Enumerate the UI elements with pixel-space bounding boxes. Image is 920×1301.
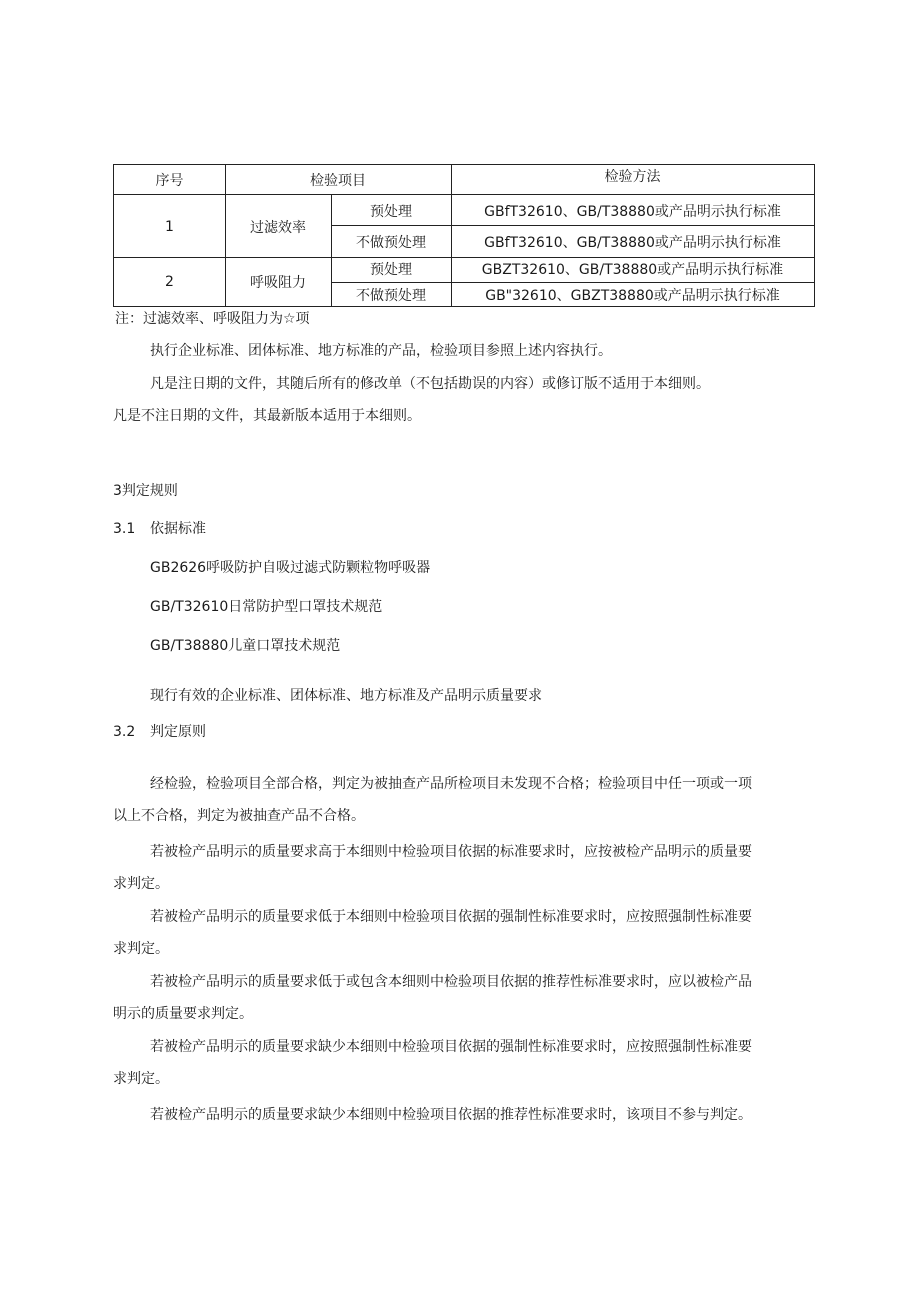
judgement-paragraph — [113, 1099, 816, 1131]
judgement-paragraph — [113, 768, 816, 832]
standard-gbt38880: GB/T38880儿童口罩技术规范 — [150, 638, 341, 654]
row2-sub2-method: GB"32610、GBZT38880或产品明示执行标准 — [485, 287, 780, 304]
row2-item: 呼吸阻力 — [250, 275, 306, 291]
judgement-paragraph — [113, 901, 816, 965]
row2-sub1-treatment: 预处理 — [370, 262, 412, 278]
para-undated-documents: 凡是不注日期的文件，其最新版本适用于本细则。 — [113, 408, 421, 424]
row1-seq: 1 — [165, 218, 174, 235]
paragraph-line: 若被检产品明示的质量要求缺少本细则中检验项目依据的推荐性标准要求时，该项目不参与判定。 — [150, 1107, 752, 1123]
paragraph-line: 若被检产品明示的质量要求低于本细则中检验项目依据的强制性标准要求时，应按照强制性标准要 — [150, 909, 752, 925]
row2-sub1-method: GBZT32610、GB/T38880或产品明示执行标准 — [481, 262, 784, 278]
paragraph-line: 求判定。 — [113, 876, 169, 892]
paragraph-line: 若被检产品明示的质量要求低于或包含本细则中检验项目依据的推荐性标准要求时，应以被检产品 — [150, 974, 752, 990]
standard-gbt32610: GB/T32610日常防护型口罩技术规范 — [150, 599, 383, 615]
judgement-paragraph — [113, 966, 816, 1030]
paragraph-line: 以上不合格，判定为被抽查产品不合格。 — [113, 808, 365, 824]
header-item: 检验项目 — [310, 173, 366, 189]
para-dated-documents: 凡是注日期的文件，其随后所有的修改单（不包括勘误的内容）或修订版不适用于本细则。 — [150, 376, 710, 392]
section-3-title: 3判定规则 — [113, 483, 178, 499]
paragraph-line: 经检验，检验项目全部合格，判定为被抽查产品所检项目未发现不合格；检验项目中任一项或一项 — [150, 776, 752, 792]
judgement-paragraph — [113, 836, 816, 900]
section-3-1-title: 依据标准 — [150, 521, 206, 537]
paragraph-line: 若被检产品明示的质量要求缺少本细则中检验项目依据的强制性标准要求时，应按照强制性标准要 — [150, 1039, 752, 1055]
header-method: 检验方法 — [604, 169, 661, 185]
paragraph-line: 若被检产品明示的质量要求高于本细则中检验项目依据的标准要求时，应按被检产品明示的质量要 — [150, 844, 752, 860]
para-company-standards: 执行企业标准、团体标准、地方标准的产品，检验项目参照上述内容执行。 — [150, 343, 612, 359]
paragraph-line: 求判定。 — [113, 941, 169, 957]
row2-sub2-treatment: 不做预处理 — [356, 287, 426, 304]
standard-extra: 现行有效的企业标准、团体标准、地方标准及产品明示质量要求 — [150, 688, 542, 704]
judgement-paragraph — [113, 1031, 816, 1095]
row1-sub1-treatment: 预处理 — [370, 203, 412, 220]
row2-seq: 2 — [165, 274, 174, 290]
inspection-table — [113, 164, 815, 307]
standard-gb2626: GB2626呼吸防护自吸过滤式防颗粒物呼吸器 — [150, 560, 431, 576]
paragraph-line: 求判定。 — [113, 1071, 169, 1087]
section-3-2-title: 判定原则 — [150, 724, 206, 740]
row1-sub1-method: GBfT32610、GB/T38880或产品明示执行标准 — [484, 203, 781, 220]
row1-sub2-method: GBfT32610、GB/T38880或产品明示执行标准 — [484, 235, 781, 251]
row1-sub2-treatment: 不做预处理 — [356, 235, 426, 251]
header-seq: 序号 — [155, 173, 184, 189]
section-3-1-number: 3.1 — [113, 521, 136, 537]
section-3-2-number: 3.2 — [113, 724, 136, 740]
table-note: 注：过滤效率、呼吸阻力为☆项 — [115, 311, 310, 327]
row1-item: 过滤效率 — [250, 219, 306, 236]
paragraph-line: 明示的质量要求判定。 — [113, 1006, 253, 1022]
